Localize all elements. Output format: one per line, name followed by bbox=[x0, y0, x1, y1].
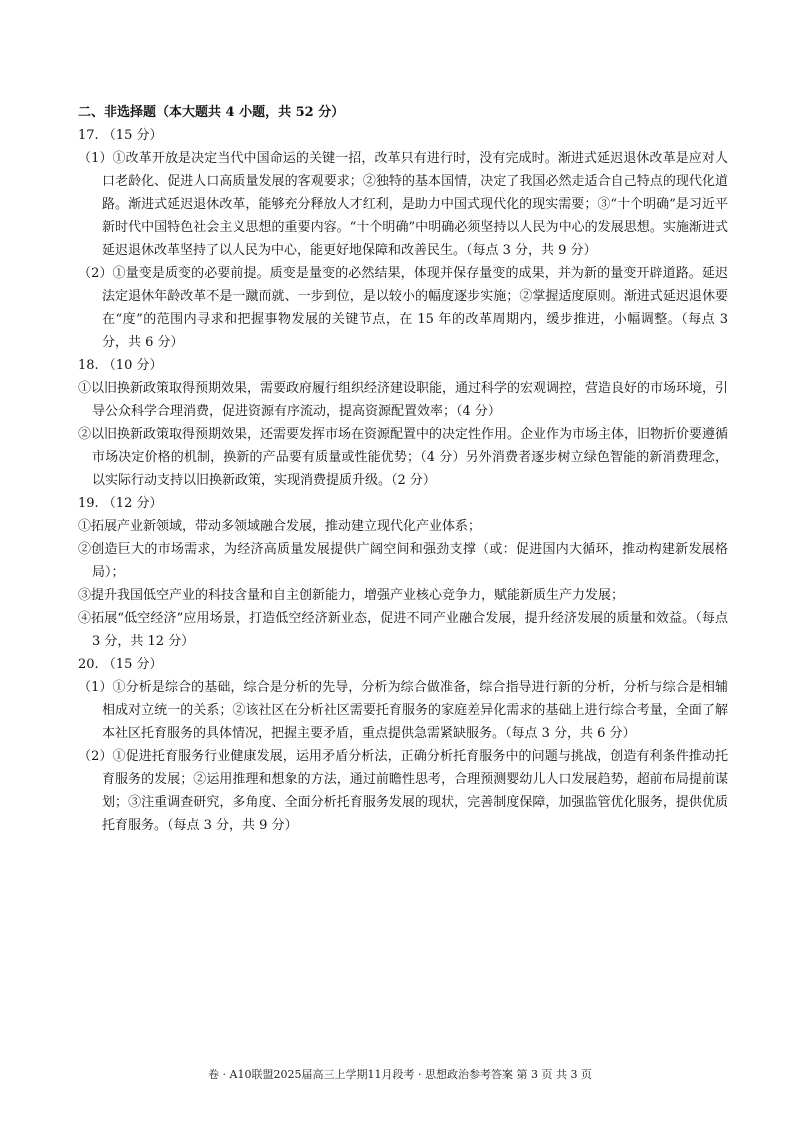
question-18-point-2: ②以旧换新政策取得预期效果，还需要发挥市场在资源配置中的决定性作用。企业作为市场主体，旧物折价要遵循市场决定价格的机制，换新的产品要有质量或性能优势；（4 分）另外消费者逐步树立绿色智能的新消费理念，以实际行动支持以旧换新政策，实现消费提质升级。（2 分） bbox=[78, 427, 729, 488]
question-20-part-1: （1）①分析是综合的基础，综合是分析的先导，分析为综合做准备，综合指导进行新的分析，分析与综合是相辅相成对立统一的关系；②该社区在分析社区需要托育服务的家庭差异化需求的基础上进行综合考量，全面了解本社区托育服务的具体情况，把握主要矛盾，重点提供急需紧缺服务。（每点 3 分，共 6 分） bbox=[78, 680, 728, 741]
answer-page bbox=[78, 88, 728, 837]
question-17-part-1: （1）①改革开放是决定当代中国命运的关键一招，改革只有进行时，没有完成时。渐进式延迟退休改革是应对人口老龄化、促进人口高质量发展的客观要求；②独特的基本国情，决定了我国必然走适合自己特点的现代化道路。渐进式延迟退休改革，能够充分释放人才红利，是助力中国式现代化的现实需要；③“十个明确”是习近平新时代中国特色社会主义思想的重要内容。“十个明确”中明确必须坚持以人民为中心的发展思想。实施渐进式延迟退休改革坚持了以人民为中心，能更好地保障和改善民生。（每点 3 分，共 9 分） bbox=[78, 151, 728, 258]
question-19-point-2: ②创造巨大的市场需求，为经济高质量发展提供广阔空间和强劲支撑（或：促进国内大循环，推动构建新发展格局）； bbox=[78, 542, 728, 580]
question-19-heading: 19. （12 分） bbox=[78, 496, 163, 511]
page-footer: 卷 · A10联盟2025届高三上学期11月段考 · 思想政治参考答案 第 3 页 共 3 页 bbox=[208, 1068, 592, 1081]
question-19-point-1: ①拓展产业新领域，带动多领域融合发展，推动建立现代化产业体系； bbox=[78, 519, 482, 534]
question-18-heading: 18. （10 分） bbox=[78, 358, 163, 373]
question-17-heading: 17. （15 分） bbox=[78, 128, 163, 143]
question-20-part-2: （2）①促进托育服务行业健康发展，运用矛盾分析法，正确分析托育服务中的问题与挑战，创造有利条件推动托育服务的发展；②运用推理和想象的方法，通过前瞻性思考，合理预测婴幼儿人口发展趋势，超前布局提前谋划；③注重调查研究，多角度、全面分析托育服务发展的现状，完善制度保障，加强监管优化服务，提供优质托育服务。（每点 3 分，共 9 分） bbox=[78, 749, 728, 833]
section-title: 二、非选择题（本大题共 4 小题，共 52 分） bbox=[78, 105, 345, 120]
question-19-point-4: ④拓展“低空经济”应用场景，打造低空经济新业态，促进不同产业融合发展，提升经济发展的质量和效益。（每点 3 分，共 12 分） bbox=[78, 611, 728, 649]
question-19-point-3: ③提升我国低空产业的科技含量和自主创新能力，增强产业核心竞争力，赋能新质生产力发展； bbox=[78, 588, 625, 603]
question-17-part-2: （2）①量变是质变的必要前提。质变是量变的必然结果，体现并保存量变的成果，并为新的量变开辟道路。延迟法定退休年龄改革不是一蹴而就、一步到位，是以较小的幅度逐步实施；②掌握适度原则。渐进式延迟退休要在“度”的范围内寻求和把握事物发展的关键节点，在 15 年的改革周期内，缓步推进，小幅调整。（每点 3 分，共 6 分） bbox=[78, 266, 728, 350]
question-20-heading: 20. （15 分） bbox=[78, 657, 163, 672]
question-18-point-1: ①以旧换新政策取得预期效果，需要政府履行组织经济建设职能，通过科学的宏观调控，营造良好的市场环境，引导公众科学合理消费，促进资源有序流动，提高资源配置效率；（4 分） bbox=[78, 381, 729, 419]
